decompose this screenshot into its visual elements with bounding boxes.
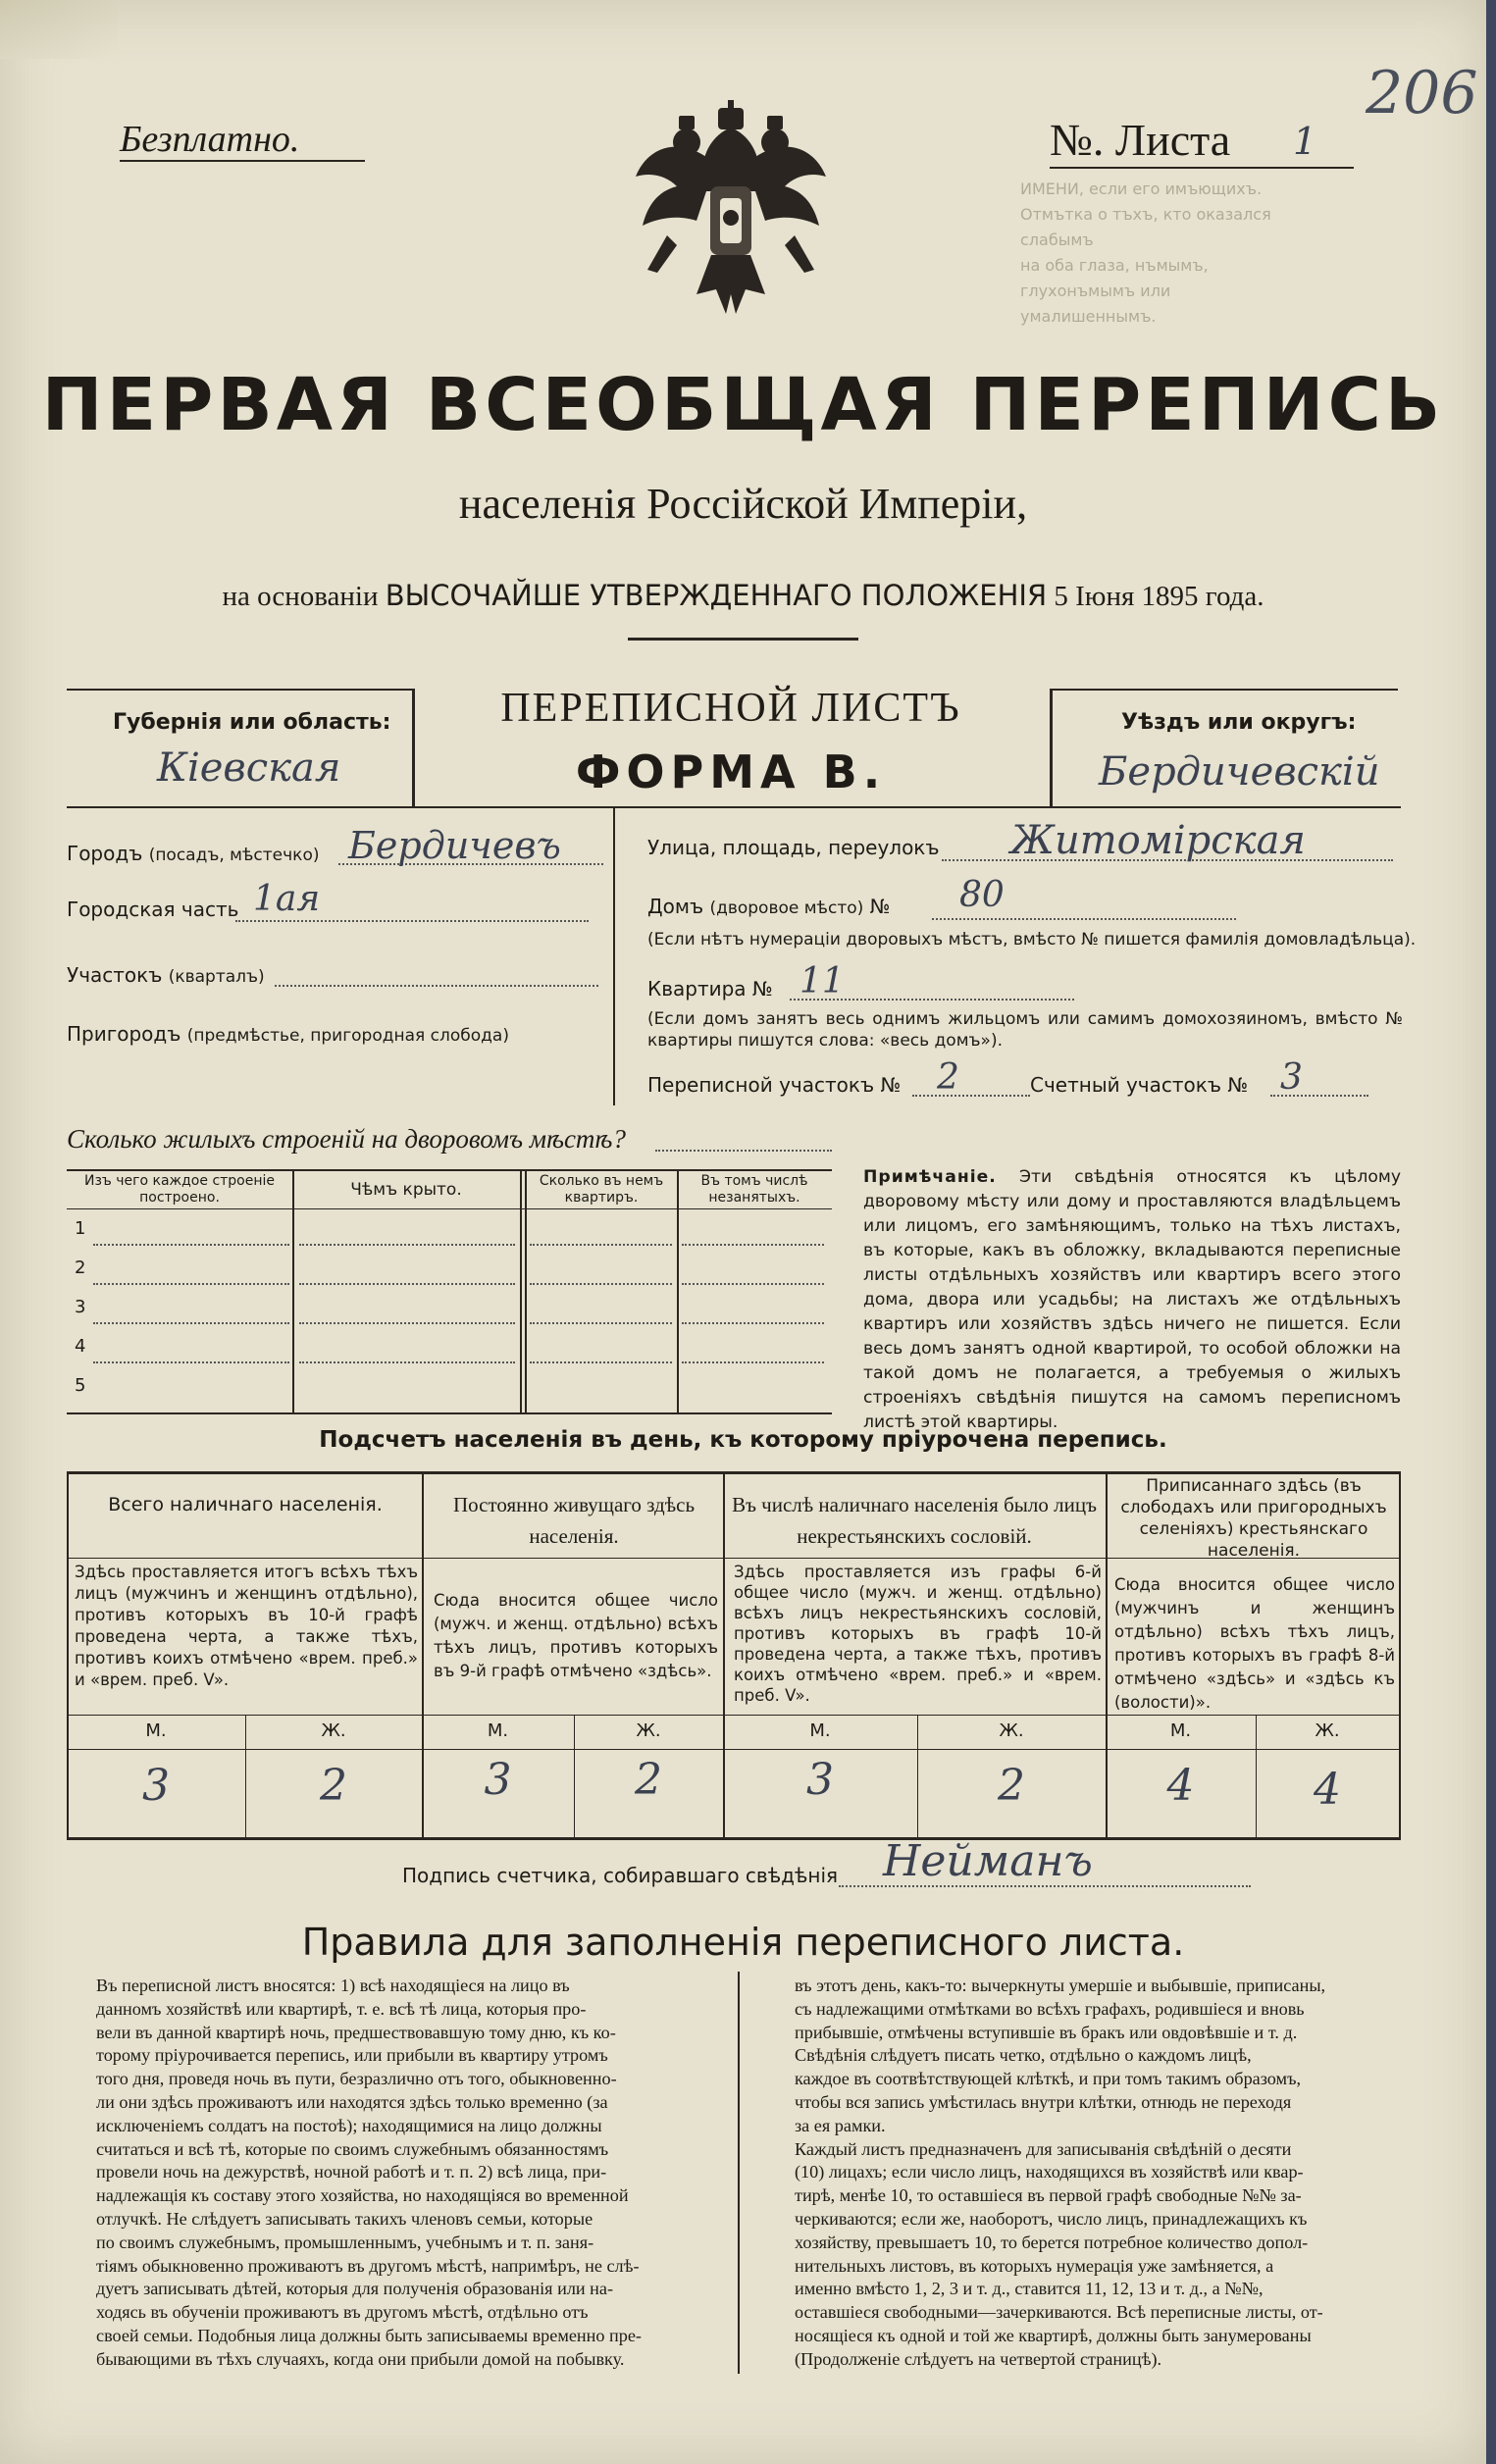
house-note: (Если нѣтъ нумераціи дворовыхъ мѣстъ, вмѣсто № пишется фамилія домовладѣльца). (647, 930, 1417, 950)
city-label: Городъ (посадъ, мѣстечко) (67, 842, 320, 865)
street-label: Улица, площадь, переулокъ (647, 836, 940, 859)
precinct-label: Участокъ (кварталъ) (67, 963, 265, 987)
buildings-col-4: Въ томъ числѣ незанятыхъ. (700, 1173, 808, 1206)
city-part-value: 1ая (253, 879, 321, 919)
pop-value-permanent-female: 2 (635, 1755, 662, 1805)
rules-left-column: Въ переписной листъ вносятся: 1) всѣ находящіеся на лицо въ данномъ хозяйствѣ или квартирѣ, т. е. всѣ тѣ лица, которыя про- вели въ данной квартирѣ ночь, предшествовавшую тому дню, къ ко- торому пріурочивается перепись, или прибыли въ квартиру утромъ того дня, проведя ночь въ пути, безразлично отъ того, обыкновенно- ли они здѣсь проживаютъ или находятся здѣсь только временно (за исключеніемъ солдатъ на постоѣ); находящимися на лицо должны считаться и всѣ тѣ, которые по своимъ служебнымъ обязанностямъ провели ночь на дежурствѣ, ночной работѣ и т. п. 2) всѣ лица, при- надлежащія къ составу этого хозяйства, но находящіяся во временной отлучкѣ. Не слѣдуетъ записывать такихъ членовъ семьи, которые по своимъ служебнымъ, промышленнымъ, учебнымъ и т. п. заня- тіямъ обыкновенно проживаютъ въ другомъ мѣстѣ, напримѣръ, не слѣ- дуетъ записывать дѣтей, которыя для полученія образованія или на- ходясь въ обученіи проживаютъ въ другомъ мѣстѣ, отдѣльно отъ своей семьи. Подобныя лица должны быть записываемы временно пре- бывающими въ тѣхъ случаяхъ, когда они прибыли домой на побывку. (96, 1976, 642, 2369)
sheet-title: ПЕРЕПИСНОЙ ЛИСТЪ (500, 686, 961, 731)
female-label: Ж. (999, 1720, 1024, 1741)
signature-value: Нейманъ (883, 1836, 1093, 1886)
pop-value-total-male: 3 (142, 1761, 170, 1811)
rules-title: Правила для заполненія переписного листа. (301, 1921, 1185, 1964)
house-value: 80 (959, 875, 1005, 915)
suburb-label: Пригородъ (предмѣстье, пригородная слобода) (67, 1022, 509, 1046)
pop-col-2-desc: Сюда вносится общее число (мужч. и женщ. отдѣльно) всѣхъ тѣхъ лицъ, противъ которыхъ въ 9-й графѣ отмѣчено «здѣсь». (434, 1591, 718, 1680)
province-label: Губернія или область: (113, 710, 391, 735)
subtitle: населенія Россійской Имперіи, (458, 480, 1028, 528)
pop-value-total-female: 2 (320, 1761, 347, 1811)
imperial-eagle-emblem (628, 98, 834, 329)
male-label: М. (145, 1720, 167, 1741)
apartment-value: 11 (800, 961, 845, 1001)
female-label: Ж. (321, 1720, 346, 1741)
city-value: Бердичевъ (348, 824, 561, 867)
form-label: ФОРМА В. (575, 745, 887, 798)
buildings-col-2: Чѣмъ крыто. (350, 1180, 462, 1200)
paper-edge (0, 0, 118, 59)
pop-col-3-header: Въ числѣ наличнаго населенія было лицъ некрестьянскихъ сословій. (732, 1493, 1097, 1548)
pop-col-1-header: Всего наличнаго населенія. (108, 1494, 383, 1515)
pop-col-3-desc: Здѣсь проставляется изъ графы 6-й общее число (мужч. и женщ. отдѣльно) всѣхъ лицъ некрестьянскихъ сословій, противъ которыхъ въ графѣ 10-й проведена черта, а также тѣхъ, противъ коихъ отмѣчено «врем. преб.» и «врем. преб. V». (734, 1563, 1102, 1705)
buildings-row-number: 2 (75, 1258, 86, 1278)
pop-col-4-desc: Сюда вносится общее число (мужчинъ и женщинъ отдѣльно) всѣхъ тѣхъ лицъ, противъ которыхъ въ графѣ 8-й отмѣчено «здѣсь» и «здѣсь къ (волости)». (1114, 1575, 1395, 1712)
free-label: Безплатно. (120, 119, 300, 160)
male-label: М. (809, 1720, 831, 1741)
pop-col-2-header: Постоянно живущаго здѣсь населенія. (452, 1493, 696, 1548)
pop-value-registered-female: 4 (1314, 1765, 1341, 1815)
sheet-number-value: 1 (1293, 120, 1317, 163)
buildings-question: Сколько жилыхъ строеній на дворовомъ мѣстѣ? (67, 1124, 626, 1154)
city-part-label: Городская часть (67, 898, 239, 921)
house-label: Домъ (дворовое мѣсто) № (647, 895, 891, 918)
population-title: Подсчетъ населенія въ день, къ которому пріурочена перепись. (319, 1427, 1167, 1453)
show-through-text: ИМЕНИ, если его имъющихъ. Отмътка о тъхъ, кто оказался слабымъ на оба глаза, нъмымъ, глухонъмымъ или умалишеннымъ. (1020, 180, 1271, 326)
district-value: Бердичевскій (1099, 749, 1380, 795)
pop-value-permanent-male: 3 (484, 1755, 512, 1805)
apartment-label: Квартира № (647, 977, 773, 1001)
apartment-note: (Если домъ занятъ весь однимъ жильцомъ или самимъ домохозяиномъ, вмѣсто № квартиры пишутся слова: «весь домъ»). (647, 1009, 1403, 1051)
counting-section-label: Счетный участокъ № (1030, 1073, 1249, 1097)
decree-line: на основаніи ВЫСОЧАЙШЕ УТВЕРЖДЕННАГО ПОЛОЖЕНІЯ 5 Іюня 1895 года. (222, 579, 1264, 612)
main-title: ПЕРВАЯ ВСЕОБЩАЯ ПЕРЕПИСЬ (41, 363, 1445, 447)
street-value: Житомірская (1010, 818, 1306, 863)
pop-value-nonpeasant-male: 3 (806, 1755, 834, 1805)
rules-right-column: въ этотъ день, какъ-то: вычеркнуты умершіе и выбывшіе, приписаны, съ надлежащими отмѣтками во всѣхъ графахъ, родившіеся и вновь прибывшіе, отмѣчены вступившіе въ бракъ или овдовѣвшіе и т. д. Свѣдѣнія слѣдуетъ писать четко, отдѣльно о каждомъ лицѣ, каждое въ соотвѣтствующей клѣткѣ, и при томъ такимъ образомъ, чтобы вся запись умѣстилась внутри клѣтки, отнюдь не переходя за ея рамки. Каждый листъ предназначенъ для записыванія свѣдѣній о десяти (10) лицахъ; если число лицъ, находящихся въ хозяйствѣ или квар- тирѣ, менѣе 10, то оставшіеся въ первой графѣ свободные №№ за- черкиваются; если же, наоборотъ, число лицъ, принадлежащихъ къ хозяйству, превышаетъ 10, то берется потребное количество допол- нительныхъ листовъ, въ которыхъ нумерація уже замѣняется, а именно вмѣсто 1, 2, 3 и т. д., ставится 11, 12, 13 и т. д., а №№, оставшіеся свободными—зачеркиваются. Всѣ переписные листы, от- носящіеся къ одной и той же квартирѣ, должны быть занумерованы (Продолженіе слѣдуетъ на четвертой страницѣ). (795, 1976, 1326, 2369)
pop-value-registered-male: 4 (1166, 1761, 1195, 1811)
buildings-col-3: Сколько въ немъ квартиръ. (539, 1173, 664, 1206)
buildings-col-1: Изъ чего каждое строеніе построено. (83, 1173, 276, 1206)
pop-value-nonpeasant-female: 2 (998, 1761, 1025, 1811)
census-section-value: 2 (937, 1057, 959, 1098)
female-label: Ж. (1315, 1720, 1340, 1741)
province-value: Кіевская (157, 745, 341, 791)
female-label: Ж. (636, 1720, 661, 1741)
male-label: М. (487, 1720, 509, 1741)
buildings-row-number: 1 (75, 1218, 86, 1239)
district-label: Уѣздъ или округъ: (1121, 710, 1357, 735)
buildings-row-number: 3 (75, 1297, 86, 1317)
archive-page-number: 206 (1366, 59, 1478, 128)
census-section-label: Переписной участокъ № (647, 1073, 902, 1097)
male-label: М. (1169, 1720, 1192, 1741)
pop-col-1-desc: Здѣсь проставляется итогъ всѣхъ тѣхъ лицъ (мужчинъ и женщинъ отдѣльно), противъ которыхъ въ 10-й графѣ проведена черта, а также тѣхъ, противъ коихъ отмѣчено «врем. преб.» и «врем. преб. V». (75, 1563, 418, 1689)
counting-section-value: 3 (1280, 1057, 1303, 1098)
pop-col-4-header: Приписаннаго здѣсь (въ слободахъ или пригородныхъ селеніяхъ) крестьянскаго населенія. (1120, 1476, 1387, 1561)
buildings-row-number: 5 (75, 1375, 86, 1396)
buildings-note: Примѣчаніе. Эти свѣдѣнія относятся къ цѣлому дворовому мѣсту или дому и проставляются владѣльцемъ или лицомъ, его замѣняющимъ, только на тѣхъ листахъ, въ которые, какъ въ обложку, вкладываются переписные листы отдѣльныхъ хозяйствъ или квартиръ всего этого дома, двора или усадьбы; на листахъ же отдѣльныхъ квартиръ или хозяйствъ здѣсь ничего не пишется. Если весь домъ занятъ одной квартирой, то особой обложки на такой домъ не полагается, а требуемыя о жилыхъ строеніяхъ свѣдѣнія пишутся на самомъ переписномъ листѣ этой квартиры. (863, 1167, 1401, 1432)
buildings-row-number: 4 (75, 1336, 86, 1357)
signature-label: Подпись счетчика, собиравшаго свѣдѣнія (402, 1864, 839, 1887)
sheet-number-label: №. Листа (1050, 115, 1231, 165)
